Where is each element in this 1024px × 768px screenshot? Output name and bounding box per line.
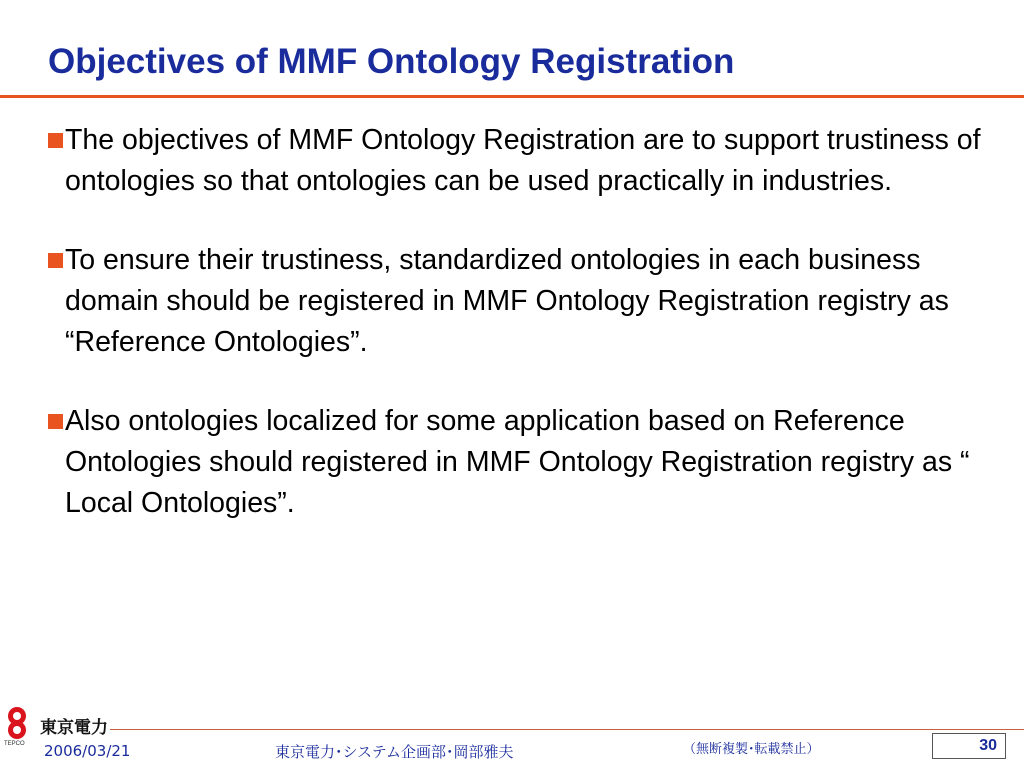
footer-author: 東京電力･システム企画部･岡部雅夫 <box>275 743 514 761</box>
title-divider <box>0 95 1024 98</box>
bullet-text: Also ontologies localized for some application based on Reference Ontologies should registered in MMF Ontology Registration registry as “ Local Ontologies”. <box>65 405 970 519</box>
company-logo-subtext: TEPCO <box>4 741 25 747</box>
square-bullet-icon <box>48 253 63 268</box>
company-logo-text: 東京電力 <box>40 718 108 738</box>
bullet-text: To ensure their trustiness, standardized ontologies in each business domain should be registered in MMF Ontology Registration registry as “Reference Ontologies”. <box>65 244 949 358</box>
square-bullet-icon <box>48 133 63 148</box>
bullet-item <box>48 240 998 363</box>
square-bullet-icon <box>48 414 63 429</box>
footer-copyright-notice: （無断複製･転載禁止） <box>683 742 820 757</box>
bullet-text: The objectives of MMF Ontology Registration are to support trustiness of ontologies so that ontologies can be used practically in industries. <box>65 124 981 197</box>
bullet-item <box>48 401 998 524</box>
page-number: 30 <box>979 737 997 754</box>
bullet-item <box>48 120 998 202</box>
tepco-logo-icon <box>3 706 31 740</box>
footer-date: 2006/03/21 <box>44 742 131 760</box>
page-number-box <box>932 733 1006 759</box>
bullet-list <box>48 120 998 562</box>
slide-title: Objectives of MMF Ontology Registration <box>48 42 735 81</box>
footer-divider <box>110 729 1024 730</box>
